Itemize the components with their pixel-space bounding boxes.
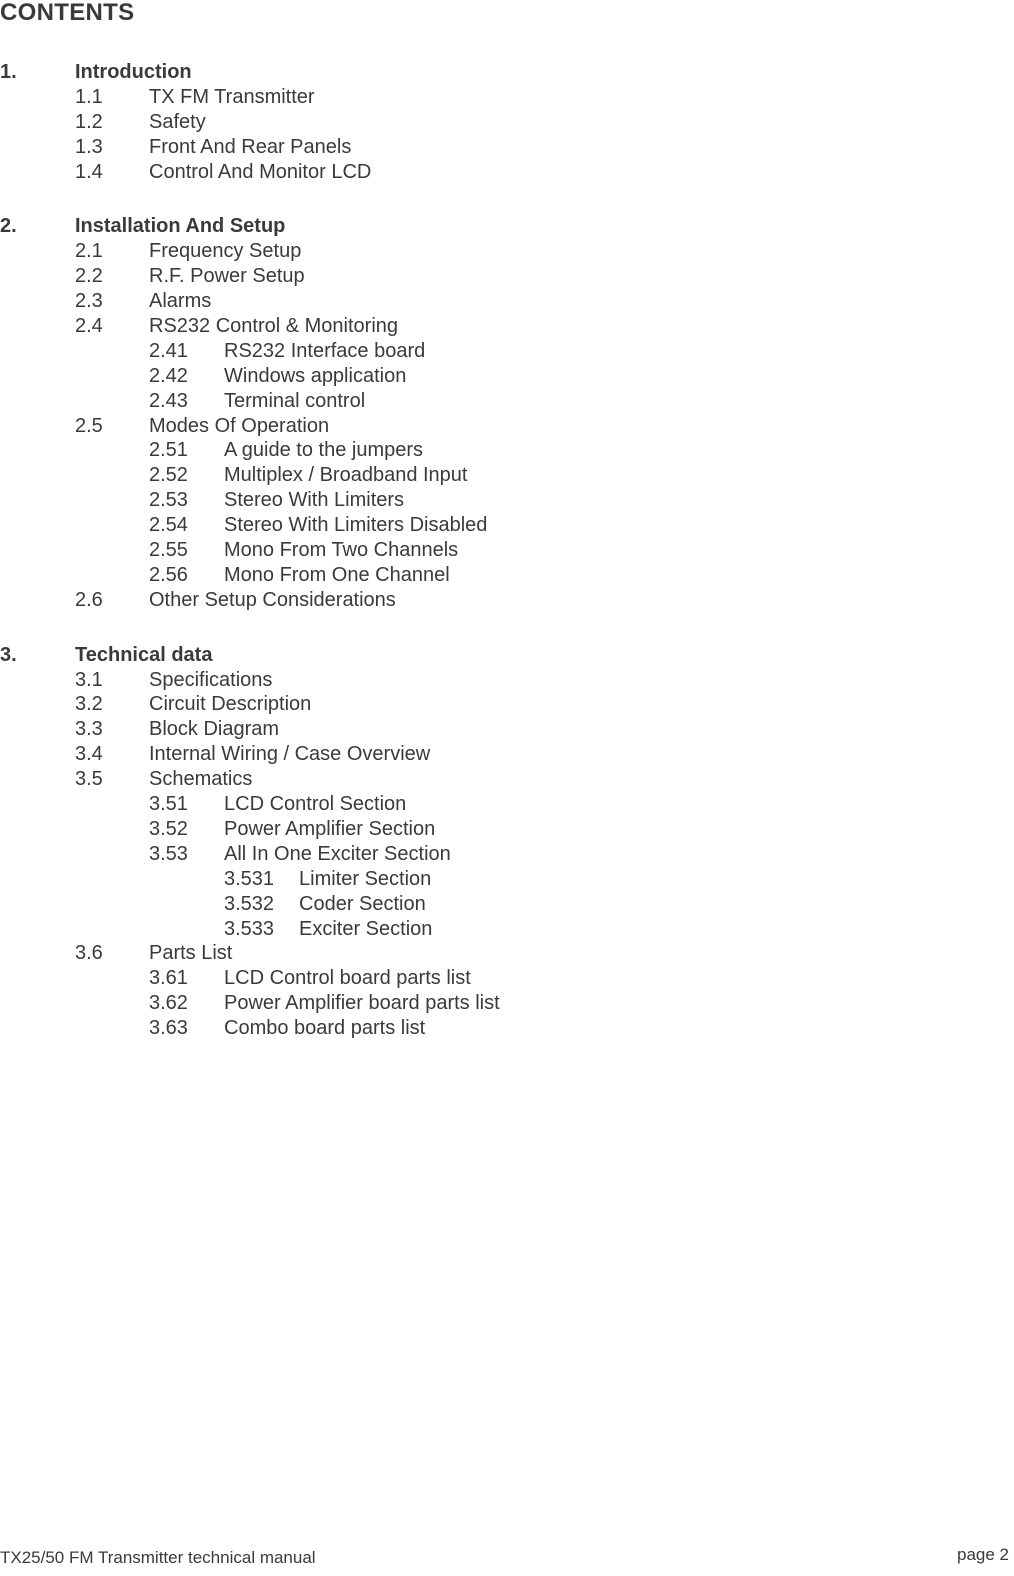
toc-entry-number: 1.1 — [75, 85, 103, 108]
toc-entry-label: A guide to the jumpers — [224, 439, 424, 462]
toc-entry-label: R.F. Power Setup — [149, 265, 305, 288]
toc-entry-number: 1.4 — [75, 160, 103, 183]
toc-entry-label: Mono From One Channel — [224, 563, 450, 586]
toc-section-heading — [0, 643, 700, 668]
toc-entry-number: 2.56 — [149, 563, 188, 586]
toc-entry-number: 2.53 — [149, 489, 188, 512]
toc-entry-label: Schematics — [149, 768, 253, 791]
toc-entry — [0, 817, 700, 842]
toc-entry — [0, 339, 700, 364]
toc-entry-number: 3.3 — [75, 718, 103, 741]
toc-entry-label: TX FM Transmitter — [149, 85, 315, 108]
toc-entry-number: 3.533 — [224, 917, 275, 940]
toc-entry-label: Other Setup Considerations — [149, 588, 396, 611]
toc-entry — [0, 867, 700, 892]
toc-entry-number: 3.62 — [149, 992, 188, 1015]
table-of-contents — [0, 60, 700, 1041]
toc-entry-label: Terminal control — [224, 389, 366, 412]
toc-entry — [0, 991, 700, 1016]
toc-entry-number: 3.532 — [224, 892, 275, 915]
toc-entry-number: 2.6 — [75, 588, 103, 611]
toc-entry-label: Exciter Section — [299, 917, 433, 940]
toc-section-heading — [0, 60, 700, 85]
toc-entry-number: 1. — [0, 61, 17, 83]
toc-entry — [0, 389, 700, 414]
footer-page-number: page 2 — [957, 1545, 1009, 1564]
toc-entry — [0, 538, 700, 563]
toc-entry-label: Coder Section — [299, 892, 426, 915]
toc-entry — [0, 1016, 700, 1041]
toc-entry-label: Power Amplifier board parts list — [224, 992, 500, 1015]
toc-entry-label: Stereo With Limiters — [224, 489, 405, 512]
footer-manual-title: TX25/50 FM Transmitter technical manual — [0, 1548, 316, 1567]
toc-entry — [0, 488, 700, 513]
toc-entry-number: 2.43 — [149, 389, 188, 412]
toc-entry-label: Stereo With Limiters Disabled — [224, 514, 488, 537]
toc-entry-number: 3.6 — [75, 942, 103, 965]
toc-entry-label: Control And Monitor LCD — [149, 160, 372, 183]
toc-entry-number: 1.3 — [75, 135, 103, 158]
toc-entry-label: Block Diagram — [149, 718, 280, 741]
toc-entry-number: 3.2 — [75, 693, 103, 716]
toc-entry-label: RS232 Control & Monitoring — [149, 315, 399, 338]
toc-entry-number: 2. — [0, 215, 17, 238]
toc-entry-label: Parts List — [149, 942, 233, 965]
toc-entry — [0, 563, 700, 588]
toc-entry-label: Introduction — [75, 61, 192, 83]
toc-entry — [0, 792, 700, 817]
toc-entry-number: 2.55 — [149, 539, 188, 562]
toc-entry-number: 3.531 — [224, 867, 275, 890]
toc-entry — [0, 742, 700, 767]
toc-entry — [0, 767, 700, 792]
toc-entry-number: 3. — [0, 643, 17, 666]
toc-entry-number: 3.53 — [149, 842, 188, 865]
toc-entry — [0, 513, 700, 538]
toc-entry — [0, 110, 700, 135]
toc-entry — [0, 717, 700, 742]
toc-entry-label: RS232 Interface board — [224, 339, 426, 362]
page-title: CONTENTS — [0, 0, 135, 26]
toc-entry-label: Multiplex / Broadband Input — [224, 464, 468, 487]
toc-entry — [0, 160, 700, 185]
toc-entry — [0, 917, 700, 942]
toc-entry-number: 2.5 — [75, 414, 103, 437]
toc-entry-number: 2.2 — [75, 265, 103, 288]
toc-entry-label: Internal Wiring / Case Overview — [149, 743, 431, 766]
toc-entry-number: 2.54 — [149, 514, 188, 537]
toc-entry — [0, 364, 700, 389]
toc-entry — [0, 438, 700, 463]
toc-entry — [0, 85, 700, 110]
toc-entry — [0, 966, 700, 991]
toc-entry — [0, 463, 700, 488]
toc-entry-number: 3.52 — [149, 817, 188, 840]
toc-entry-label: LCD Control board parts list — [224, 967, 471, 990]
toc-entry-label: Power Amplifier Section — [224, 817, 436, 840]
toc-entry-number: 3.1 — [75, 668, 103, 691]
toc-entry — [0, 414, 700, 439]
toc-entry — [0, 314, 700, 339]
toc-entry-number: 3.63 — [149, 1017, 188, 1040]
toc-entry-number: 2.3 — [75, 290, 103, 313]
toc-entry-number: 3.5 — [75, 768, 103, 791]
toc-entry-label: Technical data — [75, 643, 213, 666]
toc-entry-number: 1.2 — [75, 110, 103, 133]
toc-entry — [0, 239, 700, 264]
toc-entry-number: 2.4 — [75, 315, 103, 338]
toc-entry — [0, 941, 700, 966]
toc-entry-number: 3.51 — [149, 793, 188, 816]
toc-entry-number: 2.1 — [75, 240, 103, 263]
toc-entry-label: Installation And Setup — [75, 215, 286, 238]
toc-entry — [0, 588, 700, 613]
toc-entry — [0, 692, 700, 717]
toc-entry — [0, 892, 700, 917]
toc-entry-number: 2.51 — [149, 439, 188, 462]
toc-entry-number: 3.61 — [149, 967, 188, 990]
toc-entry-label: Alarms — [149, 290, 212, 313]
toc-entry-number: 3.4 — [75, 743, 103, 766]
toc-entry-label: Combo board parts list — [224, 1017, 426, 1040]
toc-entry — [0, 842, 700, 867]
toc-entry-label: Mono From Two Channels — [224, 539, 459, 562]
toc-entry-number: 2.41 — [149, 339, 188, 362]
toc-entry — [0, 264, 700, 289]
toc-entry-label: LCD Control Section — [224, 793, 407, 816]
toc-entry-label: Circuit Description — [149, 693, 312, 716]
toc-entry-label: Windows application — [224, 364, 407, 387]
toc-entry-label: Safety — [149, 110, 206, 133]
toc-entry — [0, 135, 700, 160]
toc-entry-label: Specifications — [149, 668, 273, 691]
toc-entry-number: 2.42 — [149, 364, 188, 387]
toc-entry-label: Modes Of Operation — [149, 414, 330, 437]
toc-entry — [0, 289, 700, 314]
toc-entry — [0, 668, 700, 693]
toc-entry-label: Frequency Setup — [149, 240, 302, 263]
toc-entry-label: All In One Exciter Section — [224, 842, 451, 865]
toc-entry-number: 2.52 — [149, 464, 188, 487]
toc-entry-label: Front And Rear Panels — [149, 135, 352, 158]
toc-section-heading — [0, 214, 700, 239]
toc-entry-label: Limiter Section — [299, 867, 432, 890]
